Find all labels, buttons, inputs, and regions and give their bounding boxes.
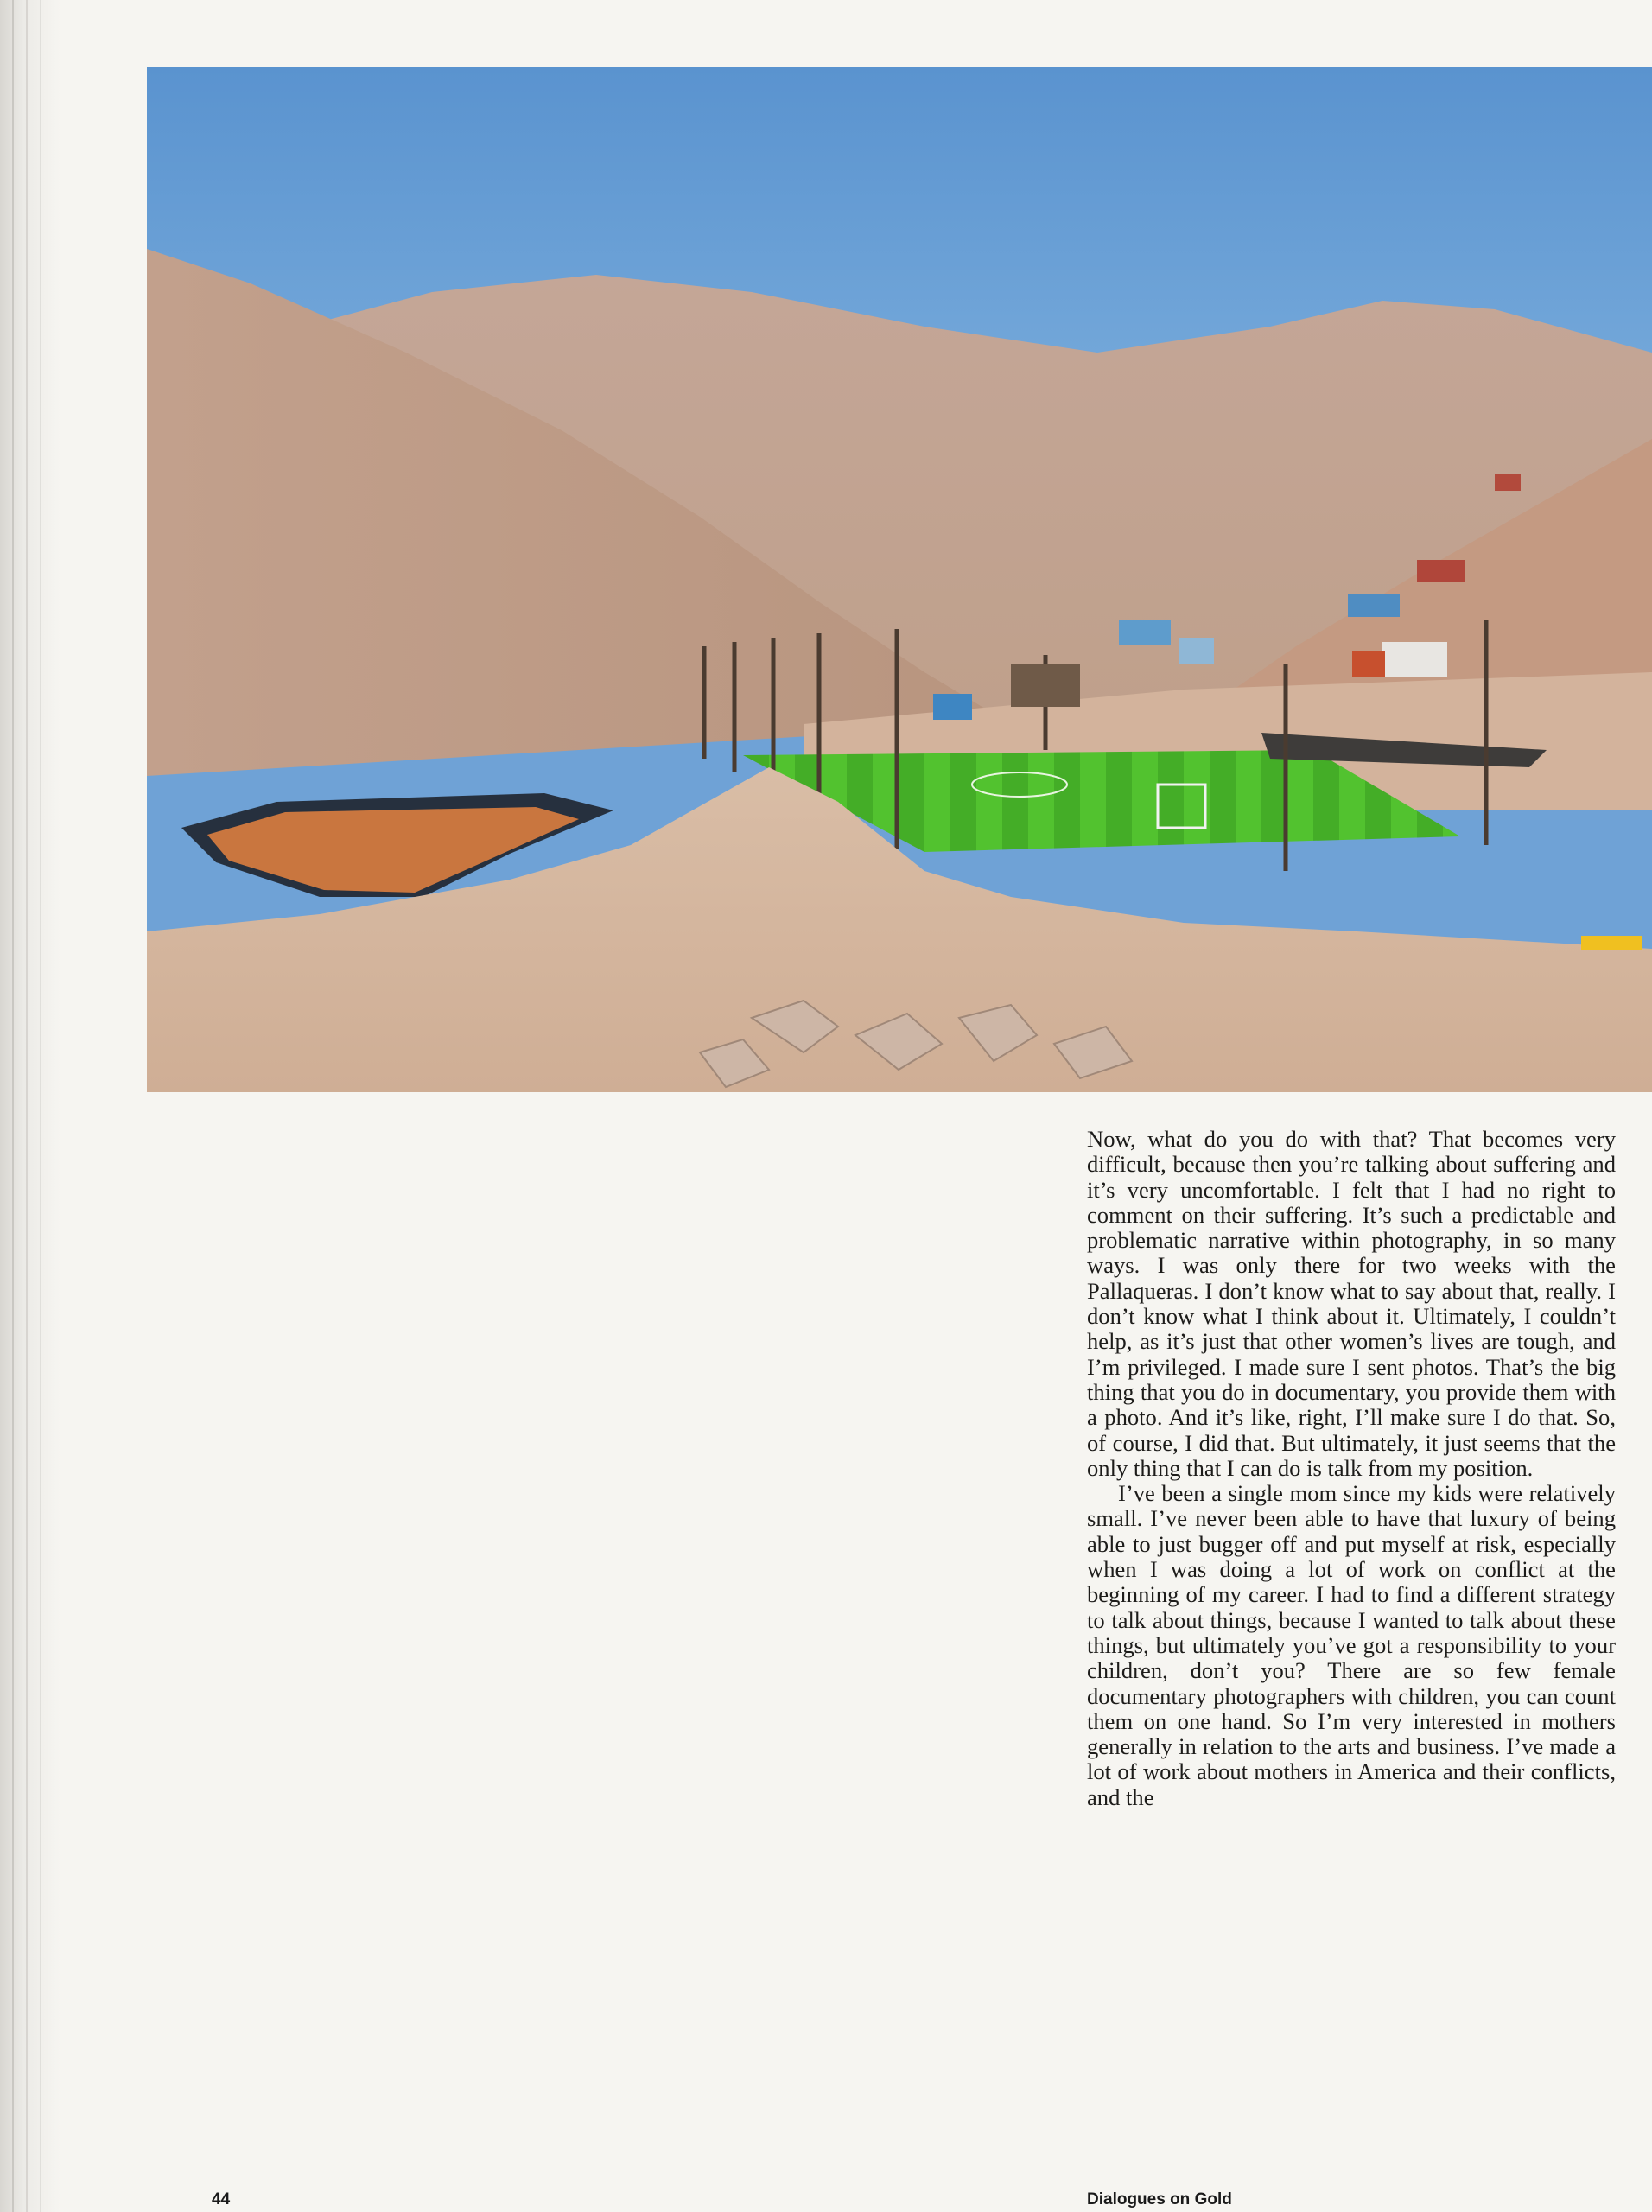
desert-landscape-illustration	[147, 67, 1652, 1092]
running-title: Dialogues on Gold	[1087, 2190, 1232, 2209]
article-body	[1087, 1127, 1616, 1810]
photograph	[147, 67, 1652, 1092]
page-binding-shadow	[0, 0, 60, 2212]
page-number: 44	[212, 2190, 231, 2209]
paragraph-2: I’ve been a single mom since my kids were relatively small. I’ve never been able to have that luxury of being able to just bugger off and put myself at risk, especially when I was doing a lot of work on conflict at the beginning of my career. I had to find a different strategy to talk about things, because I wanted to talk about these things, but ultimately you’ve got a responsibility to your children, don’t you? There are so few female documentary photographers with children, you can count them on one hand. So I’m very interested in mothers generally in relation to the arts and business. I’ve made a lot of work about mothers in America and their conflicts, and the	[1087, 1480, 1616, 1810]
paragraph-1: Now, what do you do with that? That becomes very difficult, because then you’re talking about suffering and it’s very uncomfortable. I felt that I had no right to comment on their suffering. It’s such a predictable and problematic narrative within photography, in so many ways. I was only there for two weeks with the Pallaqueras. I don’t know what to say about that, really. I don’t know what I think about it. Ultimately, I couldn’t help, as it’s just that other women’s lives are tough, and I’m privileged. I made sure I sent photos. That’s the big thing that you do in documentary, you provide them with a photo. And it’s like, right, I’ll make sure I do that. So, of course, I did that. But ultimately, it just seems that the only thing that I can do is talk from my position.	[1087, 1126, 1616, 1481]
yellow-pipe	[1581, 936, 1642, 950]
